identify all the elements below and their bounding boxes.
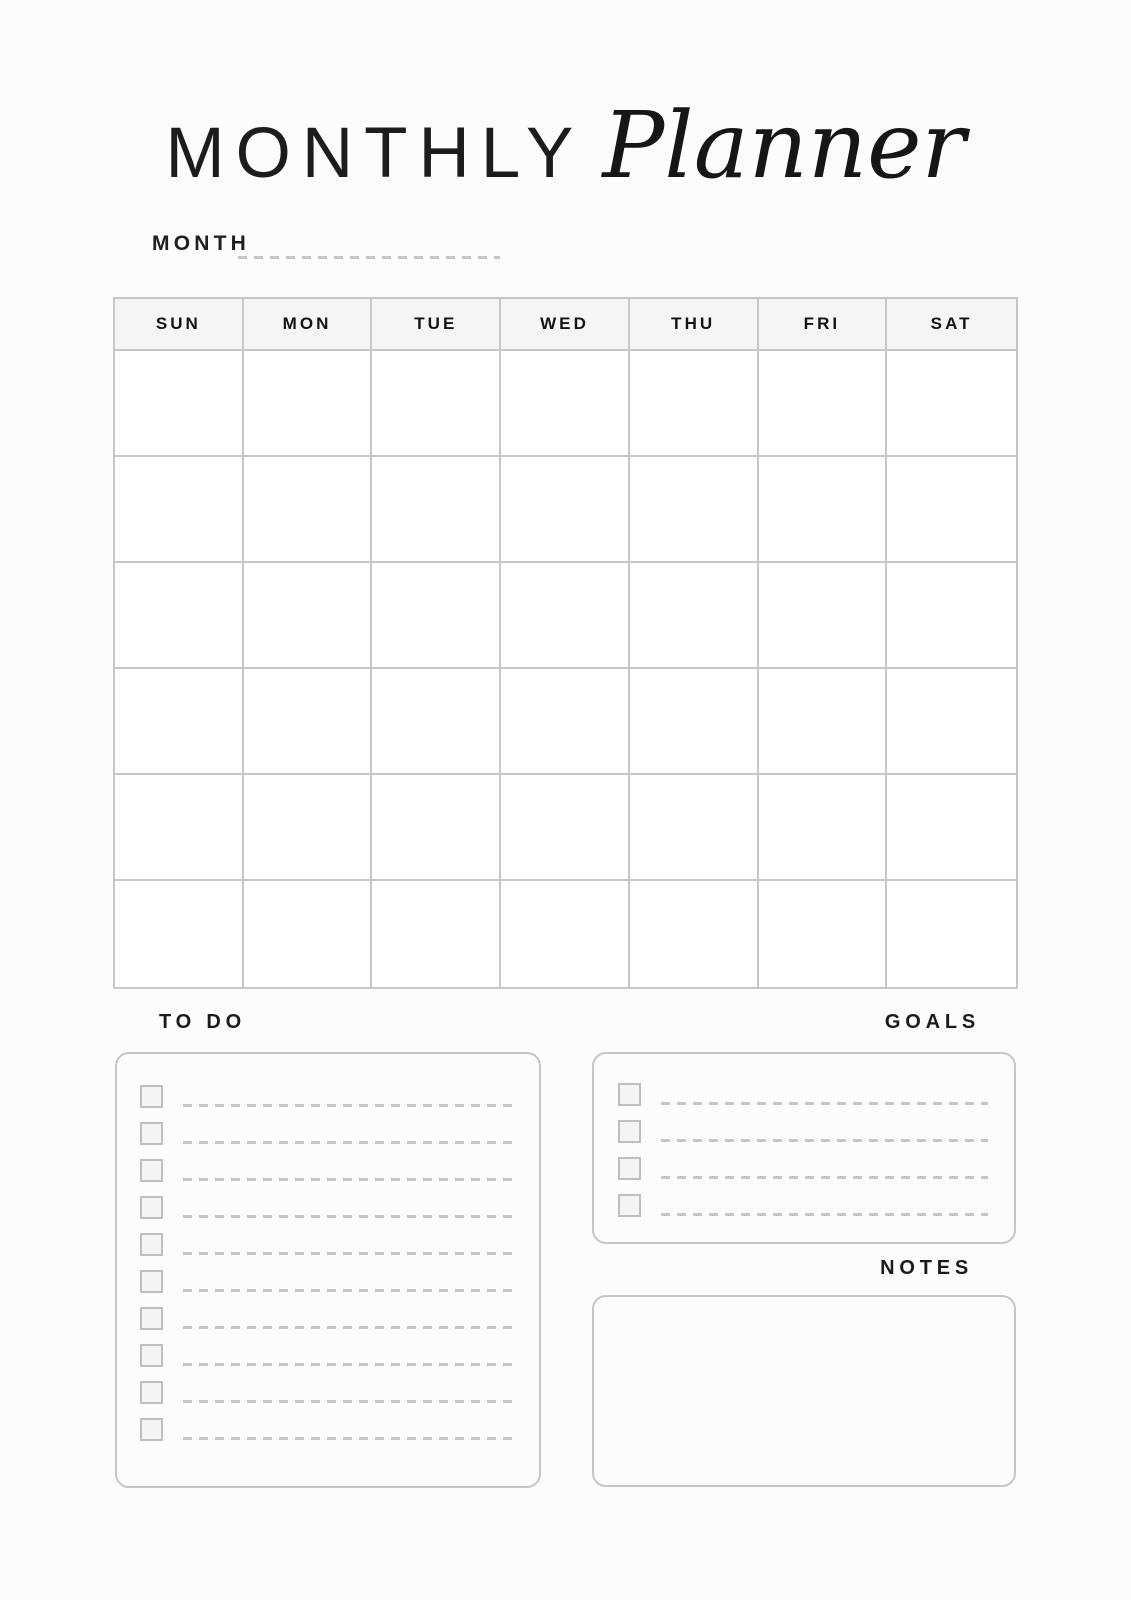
calendar-day-cell[interactable] bbox=[244, 775, 373, 881]
todo-checkbox[interactable] bbox=[140, 1085, 163, 1108]
todo-entry-line[interactable] bbox=[183, 1400, 512, 1403]
title-monthly: MONTHLY bbox=[165, 114, 585, 193]
calendar-day-cell[interactable] bbox=[630, 563, 759, 669]
goal-item-row bbox=[618, 1157, 1014, 1180]
todo-checkbox[interactable] bbox=[140, 1307, 163, 1330]
day-header-thu: THU bbox=[630, 299, 759, 351]
todo-checkbox[interactable] bbox=[140, 1381, 163, 1404]
goal-entry-line[interactable] bbox=[661, 1139, 988, 1142]
todo-item-row bbox=[140, 1307, 539, 1330]
calendar-day-cell[interactable] bbox=[244, 563, 373, 669]
day-header-mon: MON bbox=[244, 299, 373, 351]
calendar-day-cell[interactable] bbox=[630, 457, 759, 563]
calendar-day-cell[interactable] bbox=[630, 881, 759, 987]
todo-entry-line[interactable] bbox=[183, 1178, 512, 1181]
todo-item-row bbox=[140, 1344, 539, 1367]
todo-entry-line[interactable] bbox=[183, 1437, 512, 1440]
notes-label: NOTES bbox=[880, 1257, 973, 1279]
calendar-day-cell[interactable] bbox=[630, 351, 759, 457]
calendar-day-cell[interactable] bbox=[887, 351, 1016, 457]
calendar-day-cell[interactable] bbox=[372, 563, 501, 669]
goal-item-row bbox=[618, 1194, 1014, 1217]
calendar-day-cell[interactable] bbox=[887, 775, 1016, 881]
calendar-day-cell[interactable] bbox=[501, 775, 630, 881]
day-header-tue: TUE bbox=[372, 299, 501, 351]
todo-entry-line[interactable] bbox=[183, 1141, 512, 1144]
todo-item-row bbox=[140, 1196, 539, 1219]
calendar-day-cell[interactable] bbox=[372, 351, 501, 457]
calendar-day-cell[interactable] bbox=[501, 351, 630, 457]
goals-label: GOALS bbox=[884, 1011, 980, 1033]
todo-entry-line[interactable] bbox=[183, 1289, 512, 1292]
calendar-day-cell[interactable] bbox=[115, 775, 244, 881]
calendar-day-cell[interactable] bbox=[887, 457, 1016, 563]
goal-checkbox[interactable] bbox=[618, 1083, 641, 1106]
todo-entry-line[interactable] bbox=[183, 1252, 512, 1255]
calendar-day-cell[interactable] bbox=[372, 775, 501, 881]
day-header-sat: SAT bbox=[887, 299, 1016, 351]
calendar-day-cell[interactable] bbox=[372, 881, 501, 987]
calendar-day-cell[interactable] bbox=[115, 669, 244, 775]
todo-entry-line[interactable] bbox=[183, 1326, 512, 1329]
calendar-day-cell[interactable] bbox=[115, 881, 244, 987]
day-header-sun: SUN bbox=[115, 299, 244, 351]
calendar-day-cell[interactable] bbox=[759, 563, 888, 669]
calendar-day-cell[interactable] bbox=[887, 563, 1016, 669]
title-planner-script: Planner bbox=[602, 92, 966, 199]
todo-checkbox[interactable] bbox=[140, 1159, 163, 1182]
calendar-day-cell[interactable] bbox=[887, 881, 1016, 987]
todo-item-row bbox=[140, 1233, 539, 1256]
calendar-day-cell[interactable] bbox=[759, 775, 888, 881]
todo-checkbox[interactable] bbox=[140, 1122, 163, 1145]
day-header-fri: FRI bbox=[759, 299, 888, 351]
calendar-day-cell[interactable] bbox=[115, 457, 244, 563]
todo-item-row bbox=[140, 1159, 539, 1182]
goal-item-row bbox=[618, 1120, 1014, 1143]
calendar-day-cell[interactable] bbox=[759, 457, 888, 563]
goal-item-row bbox=[618, 1083, 1014, 1106]
calendar-day-cell[interactable] bbox=[887, 669, 1016, 775]
calendar-day-cell[interactable] bbox=[501, 669, 630, 775]
todo-checkbox[interactable] bbox=[140, 1270, 163, 1293]
notes-area[interactable] bbox=[592, 1295, 1016, 1487]
calendar-day-cell[interactable] bbox=[115, 563, 244, 669]
todo-box bbox=[115, 1052, 541, 1488]
day-header-wed: WED bbox=[501, 299, 630, 351]
todo-checkbox[interactable] bbox=[140, 1344, 163, 1367]
calendar-header-row bbox=[115, 299, 1016, 351]
calendar-day-cell[interactable] bbox=[630, 775, 759, 881]
calendar-day-cell[interactable] bbox=[115, 351, 244, 457]
goal-checkbox[interactable] bbox=[618, 1120, 641, 1143]
calendar-day-cell[interactable] bbox=[501, 457, 630, 563]
calendar-day-cell[interactable] bbox=[501, 881, 630, 987]
calendar-day-cell[interactable] bbox=[244, 457, 373, 563]
calendar-day-cell[interactable] bbox=[759, 351, 888, 457]
calendar-grid bbox=[115, 351, 1016, 987]
calendar bbox=[113, 297, 1018, 989]
goal-entry-line[interactable] bbox=[661, 1102, 988, 1105]
todo-item-row bbox=[140, 1122, 539, 1145]
calendar-day-cell[interactable] bbox=[244, 351, 373, 457]
calendar-day-cell[interactable] bbox=[501, 563, 630, 669]
todo-checkbox[interactable] bbox=[140, 1233, 163, 1256]
month-input-line[interactable] bbox=[238, 256, 500, 259]
todo-entry-line[interactable] bbox=[183, 1363, 512, 1366]
month-label: MONTH bbox=[152, 232, 250, 255]
calendar-day-cell[interactable] bbox=[244, 669, 373, 775]
page-title bbox=[0, 86, 1131, 206]
goal-checkbox[interactable] bbox=[618, 1194, 641, 1217]
todo-item-row bbox=[140, 1085, 539, 1108]
calendar-day-cell[interactable] bbox=[372, 457, 501, 563]
todo-entry-line[interactable] bbox=[183, 1215, 512, 1218]
todo-item-row bbox=[140, 1418, 539, 1441]
todo-entry-line[interactable] bbox=[183, 1104, 512, 1107]
calendar-day-cell[interactable] bbox=[244, 881, 373, 987]
calendar-day-cell[interactable] bbox=[372, 669, 501, 775]
calendar-day-cell[interactable] bbox=[759, 881, 888, 987]
todo-item-row bbox=[140, 1270, 539, 1293]
goal-checkbox[interactable] bbox=[618, 1157, 641, 1180]
goal-entry-line[interactable] bbox=[661, 1213, 988, 1216]
calendar-day-cell[interactable] bbox=[759, 669, 888, 775]
todo-label: TO DO bbox=[159, 1011, 246, 1033]
calendar-day-cell[interactable] bbox=[630, 669, 759, 775]
goal-entry-line[interactable] bbox=[661, 1176, 988, 1179]
todo-checkbox[interactable] bbox=[140, 1196, 163, 1219]
goals-box bbox=[592, 1052, 1016, 1244]
todo-item-row bbox=[140, 1381, 539, 1404]
todo-checkbox[interactable] bbox=[140, 1418, 163, 1441]
